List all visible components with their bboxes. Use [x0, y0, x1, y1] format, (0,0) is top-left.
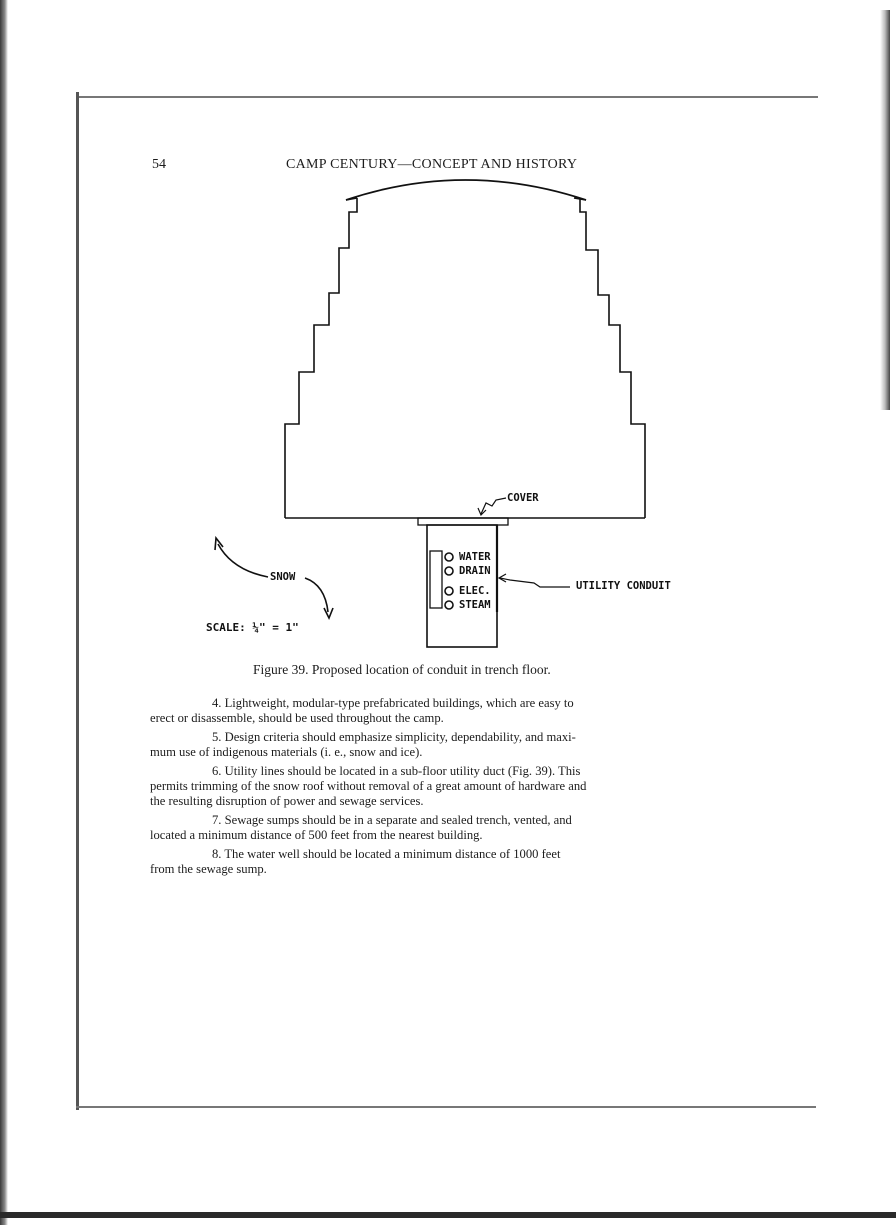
snow-arrow-down — [305, 578, 328, 612]
body-text — [150, 696, 750, 881]
steam-pipe — [445, 601, 453, 609]
water-pipe — [445, 553, 453, 561]
paragraph-6 — [150, 764, 750, 809]
paragraph-line: erect or disassemble, should be used throughout the camp. — [150, 711, 444, 725]
paragraph-line: 5. Design criteria should emphasize simplicity, dependability, and maxi- — [212, 730, 576, 744]
steam-label: STEAM — [459, 599, 491, 611]
paragraph-5 — [150, 730, 750, 760]
paragraph-line: located a minimum distance of 500 feet from the nearest building. — [150, 828, 483, 842]
running-title: CAMP CENTURY—CONCEPT AND HISTORY — [286, 157, 578, 172]
snow-arrow-down-head — [324, 608, 333, 618]
paragraph-line: 8. The water well should be located a minimum distance of 1000 feet — [212, 847, 561, 861]
elec-label: ELEC. — [459, 585, 491, 597]
roof-arch-tick-left — [346, 198, 357, 200]
paragraph-line: 4. Lightweight, modular-type prefabricated buildings, which are easy to — [212, 696, 574, 710]
paragraph-line: mum use of indigenous materials (i. e., snow and ice). — [150, 745, 423, 759]
utility-conduit-label: UTILITY CONDUIT — [576, 580, 671, 592]
snow-label: SNOW — [270, 571, 296, 583]
roof-arch-tick-right — [574, 198, 586, 200]
roof-arch — [346, 180, 586, 200]
paragraph-line: 6. Utility lines should be located in a sub-floor utility duct (Fig. 39). This — [212, 764, 581, 778]
figure-caption: Figure 39. Proposed location of conduit in trench floor. — [253, 662, 551, 677]
snow-arrow-up — [218, 544, 268, 577]
scale-label: SCALE: ¼" = 1" — [206, 621, 299, 634]
scan-edge-bottom — [0, 1212, 896, 1218]
conduit-cover-plate — [418, 518, 508, 525]
paragraph-7 — [150, 813, 750, 843]
paragraph-line: the resulting disruption of power and sewage services. — [150, 794, 424, 808]
paragraph-line: permits trimming of the snow roof without removal of a great amount of hardware and — [150, 779, 587, 793]
conduit-leader — [500, 578, 570, 587]
elec-pipe — [445, 587, 453, 595]
paragraph-4 — [150, 696, 750, 726]
page-border-bottom — [76, 1106, 816, 1108]
drain-pipe — [445, 567, 453, 575]
water-label: WATER — [459, 551, 491, 563]
pipe-rack — [430, 551, 442, 608]
cover-label: COVER — [507, 492, 539, 504]
paragraph-line: from the sewage sump. — [150, 862, 267, 876]
snow-arrow-up-head — [215, 538, 223, 550]
trench-profile — [285, 198, 645, 518]
page-number: 54 — [152, 157, 166, 172]
paragraph-8 — [150, 847, 750, 877]
drain-label: DRAIN — [459, 565, 491, 577]
paragraph-line: 7. Sewage sumps should be in a separate and sealed trench, vented, and — [212, 813, 572, 827]
